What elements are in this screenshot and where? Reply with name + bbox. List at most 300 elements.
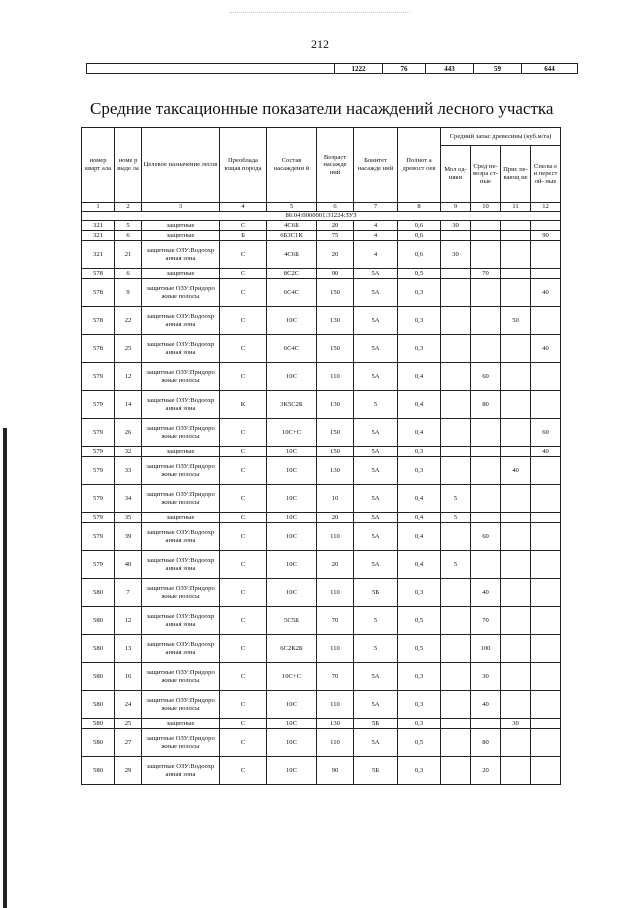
cell-pol: 0,5 xyxy=(398,729,441,757)
table-row xyxy=(82,335,561,363)
cell-bon: 5 xyxy=(354,635,398,663)
cell-prisp xyxy=(501,551,531,579)
cell-sost: 10С xyxy=(267,513,317,523)
cell-sost: 8С2С xyxy=(267,269,317,279)
cell-voz: 110 xyxy=(317,729,354,757)
cell-naz: защитные ОЗУ:Придоро жные полосы xyxy=(142,419,220,447)
cell-spel xyxy=(531,363,561,391)
cell-naz: защитные ОЗУ:Водоохр анная зона xyxy=(142,551,220,579)
cell-por: С xyxy=(220,419,267,447)
cell-spel xyxy=(531,269,561,279)
cell-mol xyxy=(441,363,471,391)
forest-stand-table xyxy=(81,127,561,785)
cell-vyd: 25 xyxy=(115,719,142,729)
totals-table xyxy=(86,63,578,74)
cell-spel xyxy=(531,635,561,663)
cell-sost: 6С2К2Б xyxy=(267,635,317,663)
cell-prisp xyxy=(501,269,531,279)
cell-vyd: 6 xyxy=(115,231,142,241)
cell-voz: 130 xyxy=(317,307,354,335)
cell-sost: 6С4С xyxy=(267,279,317,307)
cell-prisp xyxy=(501,485,531,513)
totals-cell: 443 xyxy=(426,64,474,74)
page-number: 212 xyxy=(311,37,329,51)
cell-naz: защитные ОЗУ:Водоохр анная зона xyxy=(142,523,220,551)
header-vozrast: Возраст насажде ний xyxy=(317,128,354,203)
table-row xyxy=(82,579,561,607)
page-title: Средние таксационные показатели насаждений лесного участка xyxy=(90,99,554,118)
table-row xyxy=(82,757,561,785)
table-row xyxy=(82,231,561,241)
cell-mol xyxy=(441,607,471,635)
cell-voz: 20 xyxy=(317,241,354,269)
cell-prisp xyxy=(501,757,531,785)
cell-pol: 0,4 xyxy=(398,523,441,551)
totals-row xyxy=(87,64,578,74)
cell-pol: 0,4 xyxy=(398,391,441,419)
header-spelye: Спелы е и перест ой- ные xyxy=(531,146,561,203)
cell-vyd: 7 xyxy=(115,579,142,607)
cell-sred xyxy=(471,307,501,335)
cell-por: С xyxy=(220,307,267,335)
cell-voz: 110 xyxy=(317,363,354,391)
header-sostav: Состав насаждени й xyxy=(267,128,317,203)
cell-spel: 40 xyxy=(531,335,561,363)
cell-vyd: 16 xyxy=(115,663,142,691)
cell-sost: 10С xyxy=(267,523,317,551)
cell-vyd: 21 xyxy=(115,241,142,269)
cell-mol xyxy=(441,635,471,663)
cell-prisp: 50 xyxy=(501,307,531,335)
cell-vyd: 40 xyxy=(115,551,142,579)
cell-bon: 5А xyxy=(354,457,398,485)
cell-sred: 40 xyxy=(471,579,501,607)
header-polnota: Полнот а древост оев xyxy=(398,128,441,203)
cell-pol: 0,5 xyxy=(398,635,441,663)
cell-voz: 130 xyxy=(317,457,354,485)
cell-sred xyxy=(471,419,501,447)
table-row xyxy=(82,419,561,447)
cell-sost: 10С xyxy=(267,457,317,485)
cell-pol: 0,6 xyxy=(398,221,441,231)
cell-bon: 5А xyxy=(354,419,398,447)
cell-vyd: 34 xyxy=(115,485,142,513)
column-number: 7 xyxy=(354,203,398,212)
cell-por: С xyxy=(220,635,267,663)
column-number: 6 xyxy=(317,203,354,212)
column-number: 12 xyxy=(531,203,561,212)
totals-cell: 644 xyxy=(522,64,578,74)
header-prispevayushchie: Прис пе- вающ ие xyxy=(501,146,531,203)
cell-sred xyxy=(471,719,501,729)
cell-sost: 5С5Б xyxy=(267,607,317,635)
cell-mol xyxy=(441,447,471,457)
cell-mol xyxy=(441,579,471,607)
cell-bon: 5А xyxy=(354,269,398,279)
header-molodnyaki: Мол од- няки xyxy=(441,146,471,203)
cell-sred: 20 xyxy=(471,757,501,785)
cell-vyd: 29 xyxy=(115,757,142,785)
cell-bon: 5А xyxy=(354,523,398,551)
header-row xyxy=(82,128,561,146)
totals-cell: 76 xyxy=(383,64,426,74)
cell-voz: 75 xyxy=(317,231,354,241)
cell-bon: 4 xyxy=(354,221,398,231)
cell-kv: 578 xyxy=(82,307,115,335)
cell-pol: 0,4 xyxy=(398,513,441,523)
cell-sost: 10С xyxy=(267,729,317,757)
table-row xyxy=(82,363,561,391)
cell-naz: защитные ОЗУ:Водоохр анная зона xyxy=(142,635,220,663)
cell-vyd: 12 xyxy=(115,607,142,635)
cell-mol xyxy=(441,719,471,729)
cell-mol xyxy=(441,391,471,419)
cell-pol: 0,3 xyxy=(398,757,441,785)
cell-pol: 0,3 xyxy=(398,457,441,485)
cell-sost: 10С xyxy=(267,485,317,513)
cell-naz: защитные ОЗУ:Придоро жные полосы xyxy=(142,485,220,513)
cell-mol xyxy=(441,307,471,335)
table-row xyxy=(82,279,561,307)
cell-naz: защитные ОЗУ:Водоохр анная зона xyxy=(142,757,220,785)
cell-sred xyxy=(471,485,501,513)
cell-vyd: 12 xyxy=(115,363,142,391)
cell-spel xyxy=(531,513,561,523)
header-vydel: номе р выде ла xyxy=(115,128,142,203)
cell-por: С xyxy=(220,729,267,757)
cell-sred: 60 xyxy=(471,523,501,551)
cell-pol: 0,3 xyxy=(398,335,441,363)
cell-naz: защитные ОЗУ:Водоохр анная зона xyxy=(142,335,220,363)
column-number: 3 xyxy=(142,203,220,212)
cell-sost: 10С xyxy=(267,691,317,719)
cell-vyd: 39 xyxy=(115,523,142,551)
cell-spel xyxy=(531,719,561,729)
cell-spel xyxy=(531,523,561,551)
cell-mol xyxy=(441,757,471,785)
table-row xyxy=(82,663,561,691)
header-poroda: Преоблада ющая порода xyxy=(220,128,267,203)
cell-sred xyxy=(471,279,501,307)
cell-prisp xyxy=(501,419,531,447)
cell-kv: 580 xyxy=(82,663,115,691)
column-number: 5 xyxy=(267,203,317,212)
cell-sred: 80 xyxy=(471,391,501,419)
cell-prisp xyxy=(501,447,531,457)
cell-sost: 10С+С xyxy=(267,663,317,691)
cell-sost: 10С xyxy=(267,757,317,785)
cell-naz: защитные ОЗУ:Придоро жные полосы xyxy=(142,279,220,307)
cell-sred xyxy=(471,231,501,241)
column-number: 1 xyxy=(82,203,115,212)
cell-por: С xyxy=(220,691,267,719)
cell-naz: защитные ОЗУ:Придоро жные полосы xyxy=(142,579,220,607)
cell-kv: 321 xyxy=(82,231,115,241)
cell-bon: 5Б xyxy=(354,719,398,729)
cell-bon: 5А xyxy=(354,691,398,719)
cell-voz: 110 xyxy=(317,579,354,607)
cell-pol: 0,3 xyxy=(398,691,441,719)
cell-mol xyxy=(441,279,471,307)
cell-naz: защитные xyxy=(142,269,220,279)
cell-naz: защитные ОЗУ:Придоро жные полосы xyxy=(142,363,220,391)
cell-sost: 6Б3С1К xyxy=(267,231,317,241)
cell-voz: 90 xyxy=(317,269,354,279)
cell-vyd: 26 xyxy=(115,419,142,447)
cell-bon: 5А xyxy=(354,363,398,391)
header-kvartal: номер кварт ала xyxy=(82,128,115,203)
cell-por: С xyxy=(220,279,267,307)
cell-prisp xyxy=(501,391,531,419)
cell-mol xyxy=(441,231,471,241)
cell-sost: 3К5С2Б xyxy=(267,391,317,419)
cell-spel xyxy=(531,607,561,635)
cell-kv: 578 xyxy=(82,269,115,279)
cell-mol xyxy=(441,691,471,719)
cell-mol xyxy=(441,419,471,447)
cell-sred: 100 xyxy=(471,635,501,663)
cell-vyd: 13 xyxy=(115,635,142,663)
cell-bon: 5 xyxy=(354,607,398,635)
cell-voz: 110 xyxy=(317,691,354,719)
table-row xyxy=(82,729,561,757)
table-row xyxy=(82,269,561,279)
cell-pol: 0,5 xyxy=(398,269,441,279)
cell-por: К xyxy=(220,391,267,419)
cell-vyd: 5 xyxy=(115,221,142,231)
cell-sred xyxy=(471,335,501,363)
cell-mol xyxy=(441,663,471,691)
cell-sred xyxy=(471,513,501,523)
cell-spel xyxy=(531,241,561,269)
cell-mol xyxy=(441,457,471,485)
cell-por: С xyxy=(220,363,267,391)
cell-pol: 0,5 xyxy=(398,607,441,635)
cell-spel: 40 xyxy=(531,447,561,457)
table-row xyxy=(82,391,561,419)
cell-kv: 579 xyxy=(82,523,115,551)
cell-sost: 6С4С xyxy=(267,335,317,363)
cell-naz: защитные ОЗУ:Придоро жные полосы xyxy=(142,729,220,757)
cell-voz: 150 xyxy=(317,335,354,363)
cell-naz: защитные xyxy=(142,231,220,241)
cell-prisp xyxy=(501,523,531,551)
table-header xyxy=(82,128,561,203)
scan-edge-artifact xyxy=(3,428,7,908)
cell-kv: 579 xyxy=(82,447,115,457)
section-cadastral-number: 86:04:0000001:31224:ЗУЗ xyxy=(82,212,561,221)
cell-kv: 579 xyxy=(82,485,115,513)
cell-naz: защитные xyxy=(142,221,220,231)
cell-pol: 0,4 xyxy=(398,551,441,579)
cell-bon: 4 xyxy=(354,231,398,241)
cell-spel xyxy=(531,579,561,607)
cell-kv: 321 xyxy=(82,241,115,269)
cell-voz: 10 xyxy=(317,485,354,513)
cell-kv: 321 xyxy=(82,221,115,231)
cell-sred: 30 xyxy=(471,663,501,691)
cell-kv: 578 xyxy=(82,279,115,307)
cell-prisp xyxy=(501,279,531,307)
cell-naz: защитные xyxy=(142,513,220,523)
cell-mol xyxy=(441,729,471,757)
cell-prisp xyxy=(501,335,531,363)
cell-voz: 130 xyxy=(317,391,354,419)
cell-kv: 580 xyxy=(82,757,115,785)
table-row xyxy=(82,635,561,663)
cell-prisp xyxy=(501,691,531,719)
cell-sost: 10С xyxy=(267,551,317,579)
cell-mol xyxy=(441,523,471,551)
table-row xyxy=(82,691,561,719)
cell-naz: защитные ОЗУ:Придоро жные полосы xyxy=(142,691,220,719)
cell-sost: 10С xyxy=(267,307,317,335)
cell-sost: 10С xyxy=(267,447,317,457)
cell-voz: 110 xyxy=(317,523,354,551)
cell-kv: 579 xyxy=(82,391,115,419)
cell-naz: защитные ОЗУ:Водоохр анная зона xyxy=(142,307,220,335)
cell-vyd: 14 xyxy=(115,391,142,419)
cell-kv: 579 xyxy=(82,363,115,391)
cell-sred: 80 xyxy=(471,729,501,757)
cell-voz: 150 xyxy=(317,279,354,307)
cell-spel xyxy=(531,729,561,757)
cell-vyd: 22 xyxy=(115,307,142,335)
cell-por: С xyxy=(220,335,267,363)
cell-voz: 70 xyxy=(317,663,354,691)
cell-vyd: 33 xyxy=(115,457,142,485)
cell-vyd: 27 xyxy=(115,729,142,757)
cell-prisp xyxy=(501,363,531,391)
cell-naz: защитные ОЗУ:Водоохр анная зона xyxy=(142,607,220,635)
cell-bon: 5А xyxy=(354,551,398,579)
cell-por: С xyxy=(220,607,267,635)
cell-spel xyxy=(531,307,561,335)
cell-por: Б xyxy=(220,231,267,241)
cell-mol: 5 xyxy=(441,551,471,579)
cell-por: С xyxy=(220,269,267,279)
cell-bon: 5А xyxy=(354,279,398,307)
cell-sost: 10С xyxy=(267,719,317,729)
table-row xyxy=(82,551,561,579)
cell-por: С xyxy=(220,757,267,785)
cell-naz: защитные ОЗУ:Водоохр анная зона xyxy=(142,241,220,269)
cell-spel: 60 xyxy=(531,419,561,447)
cell-sred xyxy=(471,221,501,231)
cell-sred: 60 xyxy=(471,363,501,391)
cell-naz: защитные xyxy=(142,719,220,729)
cell-kv: 579 xyxy=(82,513,115,523)
cell-prisp xyxy=(501,231,531,241)
cell-vyd: 9 xyxy=(115,279,142,307)
column-number: 11 xyxy=(501,203,531,212)
cell-prisp xyxy=(501,221,531,231)
cell-spel xyxy=(531,457,561,485)
cell-por: С xyxy=(220,457,267,485)
cell-pol: 0,3 xyxy=(398,663,441,691)
cell-spel xyxy=(531,551,561,579)
cell-bon: 5Б xyxy=(354,579,398,607)
cell-por: С xyxy=(220,551,267,579)
cell-pol: 0,6 xyxy=(398,231,441,241)
cell-vyd: 32 xyxy=(115,447,142,457)
cell-kv: 580 xyxy=(82,607,115,635)
cell-bon: 5А xyxy=(354,485,398,513)
cell-spel xyxy=(531,663,561,691)
cell-voz: 20 xyxy=(317,513,354,523)
cell-prisp xyxy=(501,729,531,757)
column-number-row xyxy=(82,203,561,212)
table-row xyxy=(82,607,561,635)
cell-sost: 10С xyxy=(267,363,317,391)
cell-pol: 0,4 xyxy=(398,485,441,513)
cell-sost: 10С xyxy=(267,579,317,607)
cell-voz: 70 xyxy=(317,607,354,635)
cell-kv: 579 xyxy=(82,551,115,579)
cell-naz: защитные ОЗУ:Придоро жные полосы xyxy=(142,663,220,691)
cell-pol: 0,3 xyxy=(398,279,441,307)
cell-bon: 5А xyxy=(354,729,398,757)
cell-naz: защитные ОЗУ:Водоохр анная зона xyxy=(142,391,220,419)
cell-por: С xyxy=(220,513,267,523)
cell-prisp xyxy=(501,241,531,269)
cell-pol: 0,3 xyxy=(398,579,441,607)
cell-kv: 579 xyxy=(82,419,115,447)
table-row xyxy=(82,241,561,269)
cell-por: С xyxy=(220,241,267,269)
cell-sost: 4С6Б xyxy=(267,241,317,269)
cell-mol xyxy=(441,335,471,363)
cell-kv: 578 xyxy=(82,335,115,363)
cell-pol: 0,4 xyxy=(398,363,441,391)
cell-prisp xyxy=(501,513,531,523)
cell-vyd: 35 xyxy=(115,513,142,523)
cell-bon: 5А xyxy=(354,513,398,523)
cell-prisp xyxy=(501,579,531,607)
cell-voz: 90 xyxy=(317,757,354,785)
cell-mol: 5 xyxy=(441,513,471,523)
scan-artifact xyxy=(230,12,410,14)
table-body xyxy=(82,203,561,785)
column-number: 10 xyxy=(471,203,501,212)
cell-prisp: 40 xyxy=(501,457,531,485)
totals-cell: 1222 xyxy=(335,64,383,74)
cell-pol: 0,4 xyxy=(398,419,441,447)
header-naznachenie: Целевое назначение лесов xyxy=(142,128,220,203)
column-number: 4 xyxy=(220,203,267,212)
cell-bon: 5Б xyxy=(354,757,398,785)
cell-mol: 30 xyxy=(441,241,471,269)
cell-voz: 20 xyxy=(317,221,354,231)
cell-sred: 40 xyxy=(471,691,501,719)
cell-bon: 4 xyxy=(354,241,398,269)
cell-prisp xyxy=(501,663,531,691)
totals-cell: 59 xyxy=(474,64,522,74)
cell-kv: 580 xyxy=(82,579,115,607)
cell-spel xyxy=(531,691,561,719)
table-row xyxy=(82,307,561,335)
cell-pol: 0,6 xyxy=(398,241,441,269)
cell-bon: 5А xyxy=(354,307,398,335)
header-bonitet: Бонитет насажде ний xyxy=(354,128,398,203)
cell-sred xyxy=(471,241,501,269)
cell-kv: 580 xyxy=(82,729,115,757)
cell-bon: 5А xyxy=(354,447,398,457)
cell-pol: 0,3 xyxy=(398,307,441,335)
cell-prisp xyxy=(501,635,531,663)
table-row xyxy=(82,457,561,485)
cell-sred xyxy=(471,457,501,485)
